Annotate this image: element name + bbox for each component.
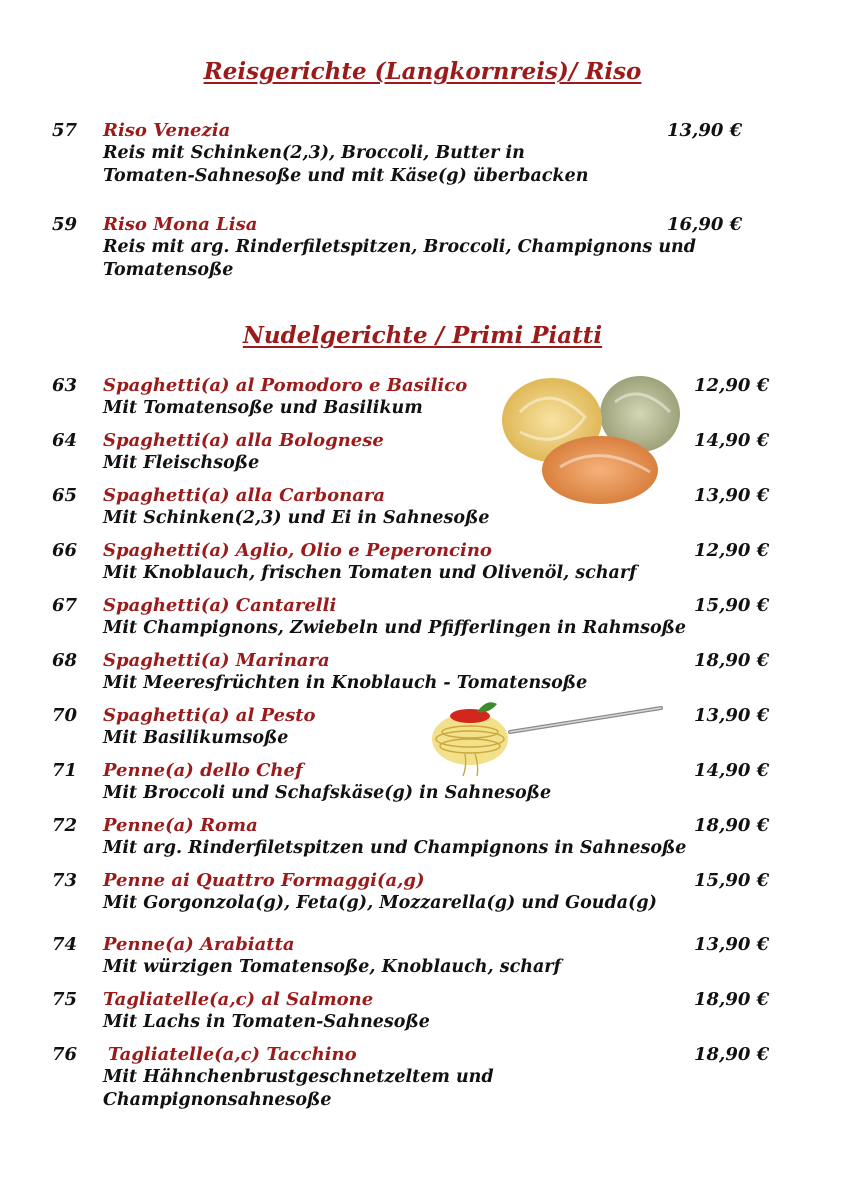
item-price: 14,90 € xyxy=(694,430,770,451)
item-description: Reis mit arg. Rinderfiletspitzen, Broccoli, Champignons und xyxy=(103,237,697,257)
item-name: Tagliatelle(a,c) al Salmone xyxy=(103,989,374,1010)
item-number: 73 xyxy=(52,870,78,891)
item-name: Spaghetti(a) alla Carbonara xyxy=(103,485,386,506)
item-price: 14,90 € xyxy=(694,760,770,781)
item-price: 18,90 € xyxy=(694,650,770,671)
item-description: Mit Fleischsoße xyxy=(103,453,260,473)
item-name: Riso Mona Lisa xyxy=(103,214,258,235)
item-name: Penne(a) Arabiatta xyxy=(103,934,295,955)
rice-section-title: Reisgerichte (Langkornreis)/ Riso xyxy=(203,58,642,85)
item-number: 68 xyxy=(52,650,78,671)
item-number: 63 xyxy=(52,375,78,396)
tagliatelle-nests-photo xyxy=(500,372,680,504)
item-name: Spaghetti(a) Aglio, Olio e Peperoncino xyxy=(103,540,492,561)
item-description: Mit Hähnchenbrustgeschnetzeltem und xyxy=(103,1067,494,1087)
item-description: Mit Broccoli und Schafskäse(g) in Sahnesoße xyxy=(103,783,552,803)
item-number: 72 xyxy=(52,815,78,836)
pasta-section-title: Nudelgerichte / Primi Piatti xyxy=(242,322,603,349)
item-price: 13,90 € xyxy=(694,934,770,955)
item-name: Penne(a) dello Chef xyxy=(103,760,303,781)
item-price: 13,90 € xyxy=(694,705,770,726)
item-description: Tomaten-Sahnesoße und mit Käse(g) überbacken xyxy=(103,166,589,186)
item-number: 74 xyxy=(52,934,78,955)
item-description: Mit Knoblauch, frischen Tomaten und Olivenöl, scharf xyxy=(103,563,637,583)
item-name: Spaghetti(a) al Pesto xyxy=(103,705,316,726)
item-name: Penne ai Quattro Formaggi(a,g) xyxy=(103,870,425,891)
item-number: 71 xyxy=(52,760,78,781)
item-description: Mit würzigen Tomatensoße, Knoblauch, scharf xyxy=(103,957,562,977)
item-price: 18,90 € xyxy=(694,1044,770,1065)
item-description: Mit Meeresfrüchten in Knoblauch - Tomatensoße xyxy=(103,673,588,693)
item-description: Mit Tomatensoße und Basilikum xyxy=(103,398,423,418)
item-price: 12,90 € xyxy=(694,375,770,396)
item-price: 15,90 € xyxy=(694,595,770,616)
item-number: 76 xyxy=(52,1044,78,1065)
item-description: Mit arg. Rinderfiletspitzen und Champignons in Sahnesoße xyxy=(103,838,687,858)
item-number: 64 xyxy=(52,430,78,451)
item-number: 59 xyxy=(52,214,78,235)
item-description: Mit Basilikumsoße xyxy=(103,728,289,748)
item-number: 65 xyxy=(52,485,78,506)
item-price: 13,90 € xyxy=(667,120,743,141)
item-price: 12,90 € xyxy=(694,540,770,561)
item-number: 70 xyxy=(52,705,78,726)
item-number: 67 xyxy=(52,595,78,616)
item-number: 66 xyxy=(52,540,78,561)
item-description: Tomatensoße xyxy=(103,260,234,280)
spaghetti-fork-photo xyxy=(425,694,665,778)
item-name: Tagliatelle(a,c) Tacchino xyxy=(108,1044,357,1065)
item-description: Champignonsahnesoße xyxy=(103,1090,332,1110)
item-number: 75 xyxy=(52,989,78,1010)
item-number: 57 xyxy=(52,120,78,141)
item-description: Mit Schinken(2,3) und Ei in Sahnesoße xyxy=(103,508,490,528)
item-price: 18,90 € xyxy=(694,815,770,836)
item-price: 15,90 € xyxy=(694,870,770,891)
item-name: Spaghetti(a) alla Bolognese xyxy=(103,430,384,451)
item-name: Riso Venezia xyxy=(103,120,231,141)
item-description: Mit Lachs in Tomaten-Sahnesoße xyxy=(103,1012,430,1032)
item-name: Spaghetti(a) al Pomodoro e Basilico xyxy=(103,375,468,396)
item-description: Mit Gorgonzola(g), Feta(g), Mozzarella(g) und Gouda(g) xyxy=(103,893,657,913)
item-description: Reis mit Schinken(2,3), Broccoli, Butter in xyxy=(103,143,525,163)
item-price: 13,90 € xyxy=(694,485,770,506)
item-price: 16,90 € xyxy=(667,214,743,235)
item-description: Mit Champignons, Zwiebeln und Pfifferlingen in Rahmsoße xyxy=(103,618,687,638)
item-name: Spaghetti(a) Marinara xyxy=(103,650,330,671)
item-name: Penne(a) Roma xyxy=(103,815,258,836)
item-name: Spaghetti(a) Cantarelli xyxy=(103,595,337,616)
item-price: 18,90 € xyxy=(694,989,770,1010)
